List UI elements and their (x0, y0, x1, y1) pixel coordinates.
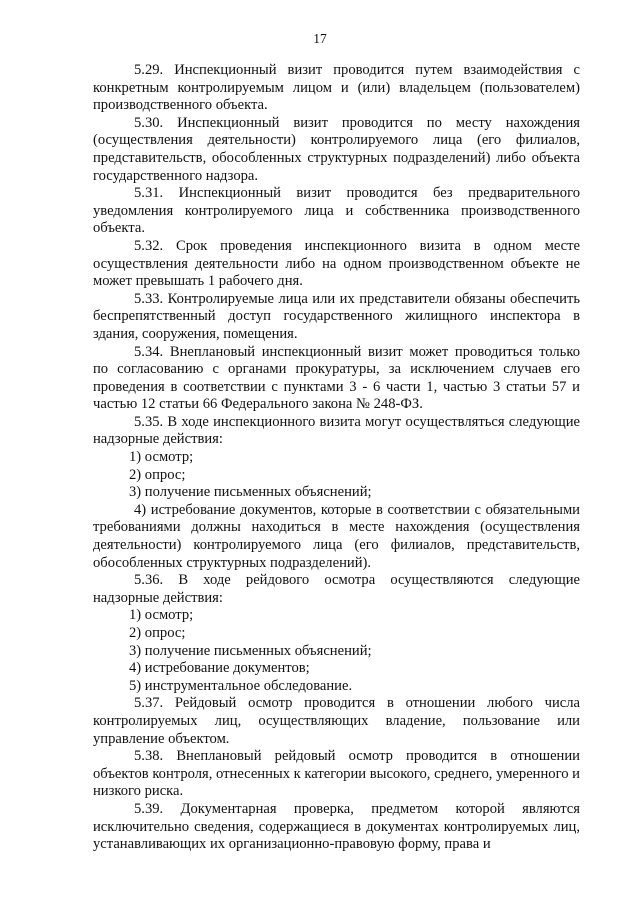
list-item: 2) опрос; (129, 625, 186, 641)
paragraph-5-29: 5.29. Инспекционный визит проводится путем взаимодействия с конкретным контролируемым лицом и (или) владельцем (пользователем) производственного объекта. (93, 62, 580, 114)
paragraph-5-38: 5.38. Внеплановый рейдовый осмотр проводится в отношении объектов контроля, отнесенных к категории высокого, среднего, умеренного и низкого риска. (93, 748, 580, 800)
paragraph-5-37: 5.37. Рейдовый осмотр проводится в отношении любого числа контролируемых лиц, осуществляющих владение, пользование или управление объектом. (93, 695, 580, 747)
list-item: 5) инструментальное обследование. (129, 677, 353, 694)
paragraph-5-36: 5.36. В ходе рейдового осмотра осуществляются следующие надзорные действия: (93, 572, 580, 606)
paragraph-5-32: 5.32. Срок проведения инспекционного визита в одном месте осуществления деятельности либо на одном производственном объекте не может превышать 1 рабочего дня. (93, 237, 580, 290)
list-item: 4) истребование документов; (129, 660, 310, 677)
page-number: 17 (313, 31, 327, 46)
paragraph-5-31: 5.31. Инспекционный визит проводится без предварительного уведомления контролируемого лица и собственника производственного объекта. (93, 185, 580, 237)
paragraph-5-33: 5.33. Контролируемые лица или их представители обязаны обеспечить беспрепятственный доступ государственного жилищного инспектора в здания, сооружения, помещения. (93, 290, 580, 342)
document-body (93, 62, 580, 854)
paragraph-5-34: 5.34. Внеплановый инспекционный визит может проводиться только по согласованию с органами прокуратуры, за исключением случаев его проведения в соответствии с пунктами 3 - 6 части 1, частью 3 статьи 57 и частью 12 статьи 66 Федерального закона № 248-ФЗ. (93, 343, 580, 413)
list-item: 2) опрос; (129, 466, 186, 483)
list-item: 3) получение письменных объяснений; (129, 642, 372, 659)
paragraph-5-39: 5.39. Документарная проверка, предметом которой являются исключительно сведения, содержащиеся в документах контролируемых лиц, устанавливающих их организационно-правовую форму, права и (93, 800, 580, 853)
paragraph-5-30: 5.30. Инспекционный визит проводится по месту нахождения (осуществления деятельности) контролируемого лица (его филиалов, представительств, обособленных структурных подразделений) либо объекта государственного надзора. (93, 114, 580, 184)
list-item: 1) осмотр; (129, 449, 194, 466)
list-item-justified: 4) истребование документов, которые в соответствии с обязательными требованиями должны находиться в месте нахождения (осуществления деятельности) контролируемого лица (его филиалов, представительств, обособленных структурных подразделений). (93, 501, 580, 571)
list-item: 1) осмотр; (129, 607, 194, 624)
list-item: 3) получение письменных объяснений; (129, 484, 372, 501)
paragraph-5-35: 5.35. В ходе инспекционного визита могут осуществляться следующие надзорные действия: (93, 413, 580, 448)
